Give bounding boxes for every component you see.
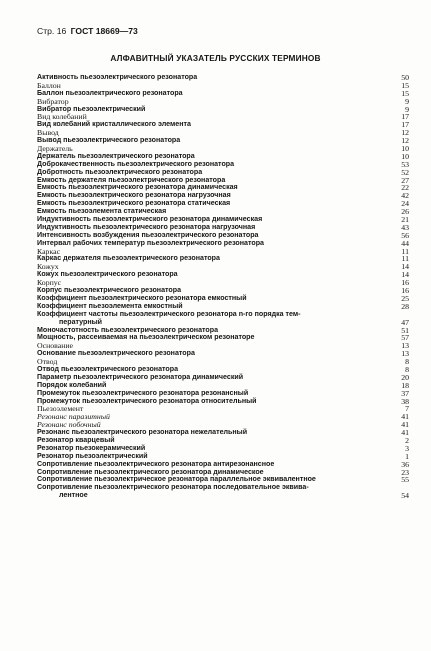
page-header xyxy=(37,26,138,36)
index-entry-term-line: Сопротивление пьезоэлектрического резонатора последовательное эквива- xyxy=(37,483,309,492)
index-entry-page-number: 23 xyxy=(401,467,409,477)
index-entry xyxy=(37,106,409,114)
index-entry-page-number: 41 xyxy=(401,428,409,438)
index-entry-page-number: 8 xyxy=(405,364,409,374)
index-entry-term: Каркас xyxy=(37,246,61,256)
index-entry-page-number: 22 xyxy=(401,183,409,193)
index-entry-page-number: 9 xyxy=(405,104,409,114)
index-entry-term xyxy=(37,484,367,500)
index-entry-term: Вид колебаний кристаллического элемента xyxy=(37,120,191,129)
page-number-label: Стр. 16 xyxy=(37,26,67,36)
index-entry-term: Промежуток пьезоэлектрического резонатора резонансный xyxy=(37,388,249,397)
index-entry-term: Сопротивление пьезоэлектрическое резонатора параллельное эквивалентное xyxy=(37,475,316,484)
index-entry-page-number: 16 xyxy=(401,278,409,288)
index-entry-term: Кожух пьезоэлектрического резонатора xyxy=(37,270,178,279)
index-entry-page-number: 21 xyxy=(401,215,409,225)
index-entry-page-number: 57 xyxy=(401,333,409,343)
index-entry-page-number: 37 xyxy=(401,388,409,398)
index-entry-term: Резонатор пьезокерамический xyxy=(37,443,146,452)
index-entry-page-number: 12 xyxy=(401,128,409,138)
index-entry-page-number: 18 xyxy=(401,380,409,390)
index-title: АЛФАВИТНЫЙ УКАЗАТЕЛЬ РУССКИХ ТЕРМИНОВ xyxy=(110,53,321,63)
index-entry-term: Моночастотность пьезоэлектрического резонатора xyxy=(37,325,219,334)
index-entry-page-number: 11 xyxy=(401,254,409,264)
index-entry-page-number: 28 xyxy=(401,301,409,311)
index-entry-term: Кожух xyxy=(37,262,59,272)
index-entry-page-number: 25 xyxy=(401,293,409,303)
index-entry-page-number: 10 xyxy=(401,151,409,161)
index-entry-page-number: 52 xyxy=(401,167,409,177)
index-entry-term: Отвод xyxy=(37,357,58,367)
index-entry-term: Держатель пьезоэлектрического резонатора xyxy=(37,151,195,160)
index-entry-term: Сопротивление пьезоэлектрического резонатора динамическое xyxy=(37,467,264,476)
index-entry-term: Индуктивность пьезоэлектрического резонатора нагрузочная xyxy=(37,222,256,231)
index-entry-term: Резонанс пьезоэлектрического резонатора нежелательный xyxy=(37,428,248,437)
index-entry-term: Баллон пьезоэлектрического резонатора xyxy=(37,88,183,97)
index-entry xyxy=(37,334,409,342)
index-entry-term: Емкость пьезоэлектрического резонатора нагрузочная xyxy=(37,191,231,200)
index-entry-page-number: 44 xyxy=(401,238,409,248)
index-entry-page-number: 41 xyxy=(401,412,409,422)
index-entry-page-number: 24 xyxy=(401,199,409,209)
index-entry-term: Параметр пьезоэлектрического резонатора динамический xyxy=(37,372,244,381)
index-entry-term: Корпус xyxy=(37,278,62,288)
index-entry-term: Емкость держателя пьезоэлектрического резонатора xyxy=(37,175,226,184)
index-entry-page-number: 41 xyxy=(401,420,409,430)
index-entry-term-continuation: пературный xyxy=(59,317,103,326)
index-entry xyxy=(37,350,409,358)
term-index-list xyxy=(37,74,409,500)
index-entry-term: Коэффициент пьезоэлектрического резонатора емкостный xyxy=(37,293,247,302)
index-entry-term: Активность пьезоэлектрического резонатора xyxy=(37,73,198,81)
index-entry-page-number: 42 xyxy=(401,191,409,201)
index-entry-term: Добротность пьезоэлектрического резонатора xyxy=(37,167,203,176)
index-entry xyxy=(37,398,409,406)
index-entry xyxy=(37,311,409,327)
index-entry-page-number: 26 xyxy=(401,207,409,217)
index-entry-page-number: 13 xyxy=(401,341,409,351)
index-entry-page-number: 15 xyxy=(401,88,409,98)
index-entry xyxy=(37,90,409,98)
index-entry-term: Интенсивность возбуждения пьезоэлектрического резонатора xyxy=(37,230,259,239)
index-entry-term: Основание xyxy=(37,341,74,351)
index-entry-page-number: 56 xyxy=(401,230,409,240)
index-entry-page-number: 10 xyxy=(401,144,409,154)
index-entry-term: Баллон xyxy=(37,80,61,90)
index-entry-term: Порядок колебаний xyxy=(37,380,107,389)
index-entry-page-number: 8 xyxy=(405,357,409,367)
index-entry-term: Каркас держателя пьезоэлектрического резонатора xyxy=(37,254,220,263)
index-entry-page-number: 14 xyxy=(401,262,409,272)
index-entry-page-number: 38 xyxy=(401,396,409,406)
index-entry-term: Отвод пьезоэлектрического резонатора xyxy=(37,364,179,373)
index-entry-page-number: 55 xyxy=(401,475,409,485)
index-entry-page-number: 12 xyxy=(401,136,409,146)
index-entry xyxy=(37,240,409,248)
index-entry-term: Пьезоэлемент xyxy=(37,404,84,414)
index-entry-term: Емкость пьезоэлектрического резонатора статическая xyxy=(37,199,231,208)
index-entry-page-number: 17 xyxy=(401,112,409,122)
index-entry-term: Вибратор xyxy=(37,96,69,106)
index-entry-page-number: 43 xyxy=(401,222,409,232)
index-entry-term: Мощность, рассеиваемая на пьезоэлектрическом резонаторе xyxy=(37,333,255,342)
index-entry xyxy=(37,74,409,82)
index-entry xyxy=(37,255,409,263)
index-entry xyxy=(37,271,409,279)
index-entry-term: Индуктивность пьезоэлектрического резонатора динамическая xyxy=(37,215,263,224)
index-entry-page-number: 15 xyxy=(401,80,409,90)
index-entry-term: Резонатор кварцевый xyxy=(37,435,115,444)
index-entry-term: Интервал рабочих температур пьезоэлектрического резонатора xyxy=(37,238,264,247)
index-entry-page-number: 50 xyxy=(401,73,409,82)
index-entry-term: Сопротивление пьезоэлектрического резонатора антирезонансное xyxy=(37,459,275,468)
index-entry-term: Вывод xyxy=(37,128,59,138)
index-entry-page-number: 9 xyxy=(405,96,409,106)
index-entry-page-number: 27 xyxy=(401,175,409,185)
index-entry-page-number: 7 xyxy=(405,404,409,414)
index-entry-term: Доброкачественность пьезоэлектрического резонатора xyxy=(37,159,235,168)
index-entry-term: Основание пьезоэлектрического резонатора xyxy=(37,349,195,358)
index-entry-page-number: 11 xyxy=(401,246,409,256)
index-entry-term-continuation: лентное xyxy=(59,491,88,500)
index-entry-page-number: 13 xyxy=(401,349,409,359)
index-entry-page-number: 2 xyxy=(405,435,409,445)
index-entry-page-number: 14 xyxy=(401,270,409,280)
index-entry-page-number: 17 xyxy=(401,120,409,130)
index-entry-page-number: 1 xyxy=(405,451,409,461)
index-entry-term: Емкость пьезоэлемента статическая xyxy=(37,207,167,216)
index-entry-term: Коэффициент пьезоэлемента емкостный xyxy=(37,301,183,310)
index-entry-term: Резонанс побочный xyxy=(37,420,101,430)
index-entry xyxy=(37,121,409,129)
index-entry-page-number: 47 xyxy=(401,317,409,327)
index-entry-term: Вид колебаний xyxy=(37,112,87,122)
index-entry xyxy=(37,137,409,145)
index-entry-page-number: 36 xyxy=(401,459,409,469)
index-entry-page-number: 53 xyxy=(401,159,409,169)
index-entry-page-number: 51 xyxy=(401,325,409,335)
index-entry-page-number: 3 xyxy=(405,443,409,453)
index-entry-term-line: Коэффициент частоты пьезоэлектрического резонатора n-го порядка тем- xyxy=(37,309,301,318)
index-entry-term: Резонанс паразитный xyxy=(37,412,110,422)
index-entry-term: Держатель xyxy=(37,144,73,154)
index-entry-term: Корпус пьезоэлектрического резонатора xyxy=(37,286,182,295)
index-entry-page-number: 54 xyxy=(401,491,409,501)
index-entry xyxy=(37,484,409,500)
document-code: ГОСТ 18669—73 xyxy=(70,26,138,36)
index-entry-term: Резонатор пьезоэлектрический xyxy=(37,451,148,460)
index-entry-term: Емкость пьезоэлектрического резонатора динамическая xyxy=(37,183,238,192)
index-entry-page-number: 20 xyxy=(401,372,409,382)
index-entry-term: Вибратор пьезоэлектрический xyxy=(37,104,146,113)
index-entry-term: Вывод пьезоэлектрического резонатора xyxy=(37,136,181,145)
index-entry-page-number: 16 xyxy=(401,286,409,296)
index-entry-term: Промежуток пьезоэлектрического резонатора относительный xyxy=(37,396,257,405)
index-entry-term xyxy=(37,311,367,327)
